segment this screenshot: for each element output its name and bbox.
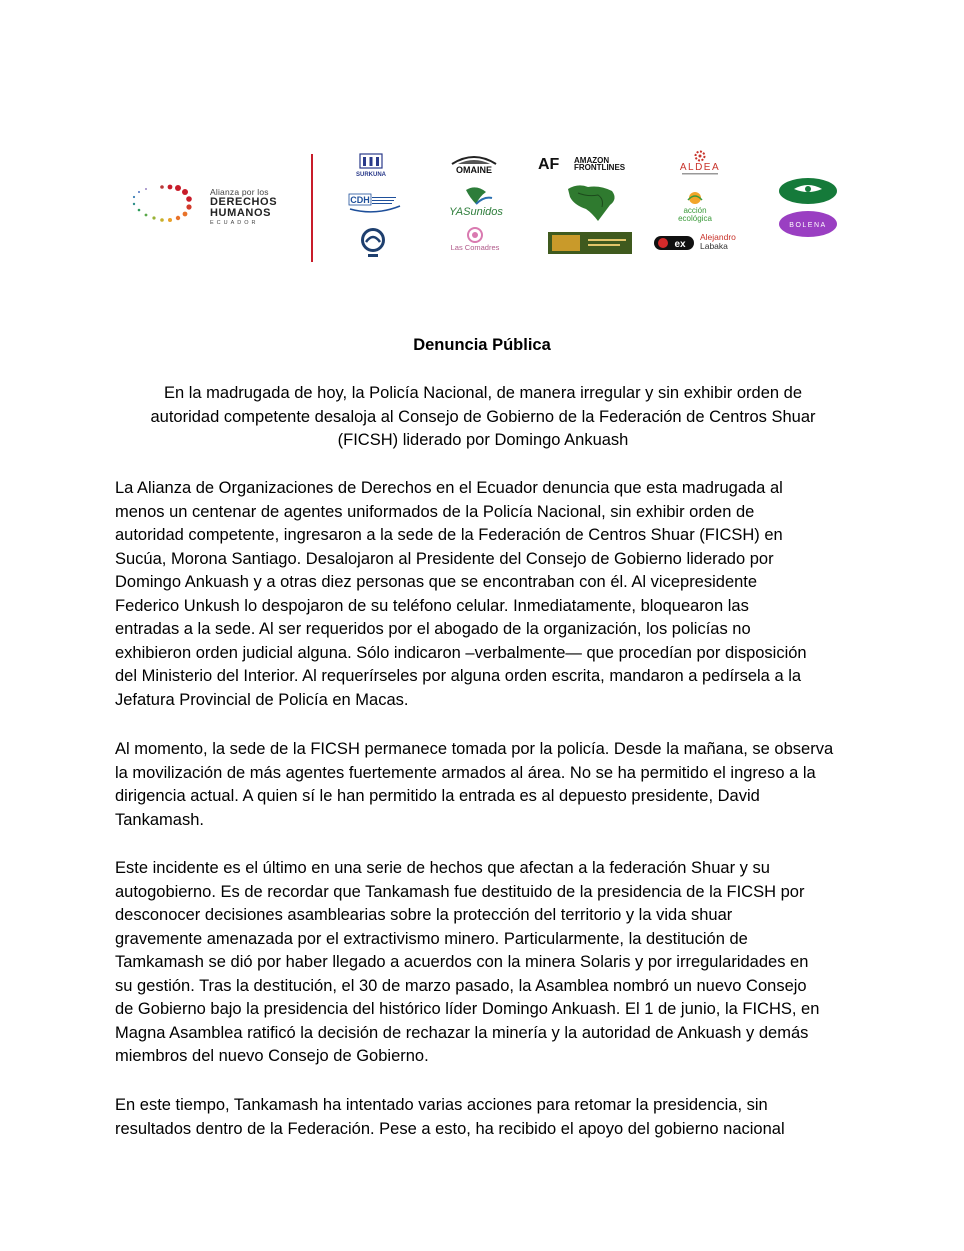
accion-ecologica-logo [668, 190, 722, 224]
paragraph-line: Al momento, la sede de la FICSH permanece tomada por la policía. Desde la mañana, se observa [115, 740, 834, 758]
document-title: Denuncia Pública [413, 336, 551, 354]
bolena-logo [778, 210, 838, 238]
paragraph-line: Este incidente es el último en una serie de hechos que afectan a la federación Shuar y su [115, 859, 770, 877]
paragraph-line: En este tiempo, Tankamash ha intentado varias acciones para retomar la presidencia, sin [115, 1096, 768, 1114]
paragraph-line: La Alianza de Organizaciones de Derechos en el Ecuador denuncia que esta madrugada al [115, 479, 783, 497]
paragraph-line: Magna Asamblea ratificó la decisión de rechazar la minería y la autoridad de Ankuash y demás [115, 1023, 809, 1042]
emblem-circle-logo [346, 226, 400, 260]
yasunidos-label: YASunidos [449, 206, 503, 218]
alianza-wordmark [210, 187, 277, 228]
paragraph-line: de Gobierno bajo la presidencia del histórico líder Domingo Ankuash. El 1 de junio, la FICHS, en [115, 1000, 820, 1018]
comadres-label: Las Comadres [450, 243, 500, 252]
header-divider [311, 154, 313, 262]
aldea-label: ALDEA [679, 162, 721, 173]
paragraph-line: autogobierno. Es de recordar que Tankamash fue destituido de la presidencia de la FICSH por [115, 882, 805, 901]
subtitle-line: (FICSH) liderado por Domingo Ankuash [337, 431, 629, 449]
cdh-logo [348, 192, 402, 216]
yasunidos-logo [440, 186, 512, 220]
paragraph-line: Tamkamash se dió por haber llegado a acuerdos con la minera Solaris y por irregularidades en [115, 953, 809, 971]
amazon-label: AMAZON [574, 156, 610, 165]
alejandro-label: Alejandro [700, 232, 736, 242]
paragraph-line: su gestión. Tras la destitución, el 30 de marzo pasado, la Asamblea nombró un nuevo Consejo [115, 976, 807, 995]
bolena-label: BOLENA [789, 222, 827, 229]
paragraph-line: gravemente amenazada por el extractivismo minero. Particularmente, la destitución de [115, 929, 748, 948]
alianza-line3: HUMANOS [210, 207, 272, 219]
omaine-label: OMAINE [456, 165, 492, 175]
af-mark: AF [538, 156, 560, 173]
dots-circle-icon [128, 184, 198, 224]
alianza-line2: DERECHOS [210, 196, 278, 208]
subtitle-line: autoridad competente desaloja al Consejo de Gobierno de la Federación de Centros Shuar [150, 407, 816, 426]
paragraph-line: exhibieron orden judicial alguna. Sólo indicaron –verbalmente— que procedían por disposición [115, 643, 807, 662]
amazon-frontlines-logo [538, 154, 648, 174]
paragraph-2 [115, 738, 877, 832]
logo-header [0, 0, 964, 300]
alejandro-labaka-logo [698, 230, 758, 252]
paragraph-line: menos un centenar de agentes uniformados de la Policía Nacional, sin exhibir orden de [115, 502, 755, 521]
frontlines-label: FRONTLINES [574, 163, 626, 172]
paragraph-line: del Ministerio del Interior. Al requerírseles por alguna orden escrita, mandaron a pedírsela a la [115, 667, 802, 685]
las-comadres-logo [438, 226, 512, 254]
paragraph-line: Jefatura Provincial de Policía en Macas. [115, 690, 409, 709]
document-subtitle [120, 382, 846, 453]
ecologica-label: ecológica [678, 214, 712, 223]
alianza-logo [128, 184, 308, 224]
subtitle-line: En la madrugada de hoy, la Policía Nacional, de manera irregular y sin exhibir orden de [163, 384, 803, 402]
paragraph-line: entradas a la sede. Al ser requeridos por el abogado de la organización, los policías no [115, 620, 751, 638]
ex-logo [654, 234, 696, 252]
paragraph-line: la movilización de más agentes fuertemente armados al área. No se ha permitido el ingreso a la [115, 763, 816, 782]
paragraph-line: Tankamash. [115, 810, 204, 829]
paragraph-3 [115, 857, 877, 1069]
paragraph-line: autoridad competente, ingresaron a la sede de la Federación de Centros Shuar (FICSH) en [115, 526, 783, 544]
paragraph-line: desconocer decisiones asamblearias sobre la protección del territorio y la vida shuar [115, 906, 733, 924]
paragraph-4 [115, 1094, 877, 1141]
green-banner-logo [548, 232, 632, 254]
aldea-logo [668, 150, 732, 178]
paragraph-line: Sucúa, Morona Santiago. Desalojaron al Presidente del Consejo de Gobierno liderado por [115, 549, 774, 568]
cdh-label: CDH [350, 195, 370, 205]
paragraph-line: resultados dentro de la Federación. Pese a esto, ha recibido el apoyo del gobierno nacional [115, 1119, 785, 1138]
labaka-label: Labaka [700, 241, 728, 251]
omaine-logo [444, 154, 504, 176]
paragraph-line: dirigencia actual. A quien sí le han permitido la entrada es al depuesto presidente, David [115, 787, 760, 805]
accion-label: acción [683, 206, 707, 215]
green-circle-logo [778, 177, 838, 205]
paragraph-line: miembros del nuevo Consejo de Gobierno. [115, 1047, 429, 1065]
paragraph-line: Domingo Ankuash y a otras diez personas que se encontraban con él. Al vicepresidente [115, 573, 758, 591]
surkuna-label: SURKUNA [356, 172, 386, 178]
ex-label: ex [674, 239, 686, 250]
surkuna-logo [346, 153, 396, 179]
alianza-line4: ECUADOR [210, 220, 259, 226]
paragraph-1 [115, 477, 877, 712]
amazon-map-logo [564, 183, 620, 223]
paragraph-line: Federico Unkush lo despojaron de su teléfono celular. Inmediatamente, bloquearon las [115, 596, 749, 615]
alianza-line1: Alianza por los [210, 187, 269, 197]
